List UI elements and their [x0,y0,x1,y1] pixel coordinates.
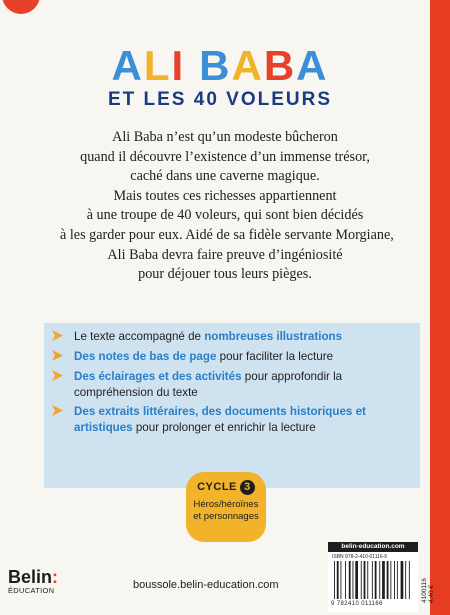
feature-highlight: Des notes de bas de page [74,350,217,363]
corner-dot [2,0,40,14]
barcode-bar [397,561,398,599]
publisher-imprint: ÉDUCATION [8,586,55,595]
cycle-label: CYCLE [197,481,237,493]
barcode-bar [345,561,346,599]
barcode-bar [394,561,395,599]
barcode-bar [341,561,342,599]
arrow-bullet-icon [52,330,63,341]
barcode-block [328,542,418,612]
barcode-bar [337,561,339,599]
publisher-logo [8,567,58,595]
barcode-bar [390,561,391,599]
feature-highlight: Des éclairages et des activités [74,370,242,383]
publisher-name: Belin [8,567,53,587]
side-code [421,545,433,605]
arrow-bullet-icon [52,405,63,416]
feature-item [52,329,412,345]
price-label: 4,40 € [428,584,435,603]
title-letter: B [199,42,232,89]
arrow-bullet-icon [52,350,63,361]
feature-highlight: nombreuses illustrations [204,330,343,343]
feature-item [52,369,412,400]
feature-plain: pour approfondir la compréhension du texte [74,370,343,399]
feature-highlight: Des extraits littéraires, des documents historiques et artistiques [74,405,366,434]
synopsis [60,128,394,285]
cycle-number: 3 [240,480,255,495]
arrow-bullet-icon [52,370,63,381]
synopsis-line: Ali Baba n’est qu’un modeste bûcheron [112,129,338,145]
barcode-bar [353,561,354,599]
side-code-number: 4100116 [421,578,428,603]
title-letter: A [231,42,264,89]
barcode-bar [372,561,373,599]
title-letter: A [296,42,329,89]
feature-text [74,369,412,400]
barcode-bar [401,561,404,599]
barcode-bar [375,561,377,599]
barcode-bar [334,561,335,599]
barcode-bar [364,561,366,599]
cycle-description [186,499,266,522]
barcode-icon [332,561,414,601]
cycle-badge [186,472,266,542]
feature-item [52,404,412,435]
barcode-digits: 9 782410 011166 [331,601,383,607]
synopsis-line: Ali Baba devra faire preuve d’ingéniosité [107,246,343,263]
title-letter: B [263,42,297,89]
synopsis-line: quand il découvre l’existence d’un immense trésor, [80,148,370,165]
feature-plain: Le texte accompagné de [74,330,205,343]
feature-item [52,349,412,365]
title-letter: L [143,42,172,89]
synopsis-line: pour déjouer tous leurs pièges. [138,266,312,283]
synopsis-line: à les garder pour eux. Aidé de sa fidèle servante Morgiane, [60,226,394,243]
barcode-bar [405,561,406,599]
book-title [0,42,440,90]
feature-plain: pour faciliter la lecture [216,350,334,363]
barcode-bar [355,561,358,599]
title-letter [185,42,199,90]
barcode-bar [409,561,410,599]
title-letter: A [111,42,144,89]
barcode-bar [361,561,362,599]
barcode-url: belin-education.com [328,542,418,552]
cycle-description-line: et personnages [193,510,259,522]
cycle-heading [186,480,266,495]
title-letter: I [171,42,186,89]
isbn-text: ISBN 978-2-410-01116-6 [332,554,388,560]
barcode-bar [367,561,368,599]
feature-text [74,329,412,345]
barcode-bar [387,561,389,599]
feature-plain: pour prolonger et enrichir la lecture [132,420,316,434]
synopsis-line: à une troupe de 40 voleurs, qui sont bien décidés [86,207,364,224]
publisher-colon: : [52,567,59,587]
book-subtitle: ET LES 40 VOLEURS [107,89,333,110]
feature-text [74,404,412,435]
barcode-bar [379,561,380,599]
feature-text [74,349,412,365]
barcode-bar [349,561,351,599]
cycle-description-line: Héros/héroïnes [193,499,259,510]
website-link[interactable]: boussole.belin-education.com [133,579,279,591]
synopsis-line: caché dans une caverne magique. [130,168,320,185]
barcode-bar [382,561,385,599]
features-box [44,323,420,488]
synopsis-line: Mais toutes ces richesses appartiennent [113,187,337,204]
